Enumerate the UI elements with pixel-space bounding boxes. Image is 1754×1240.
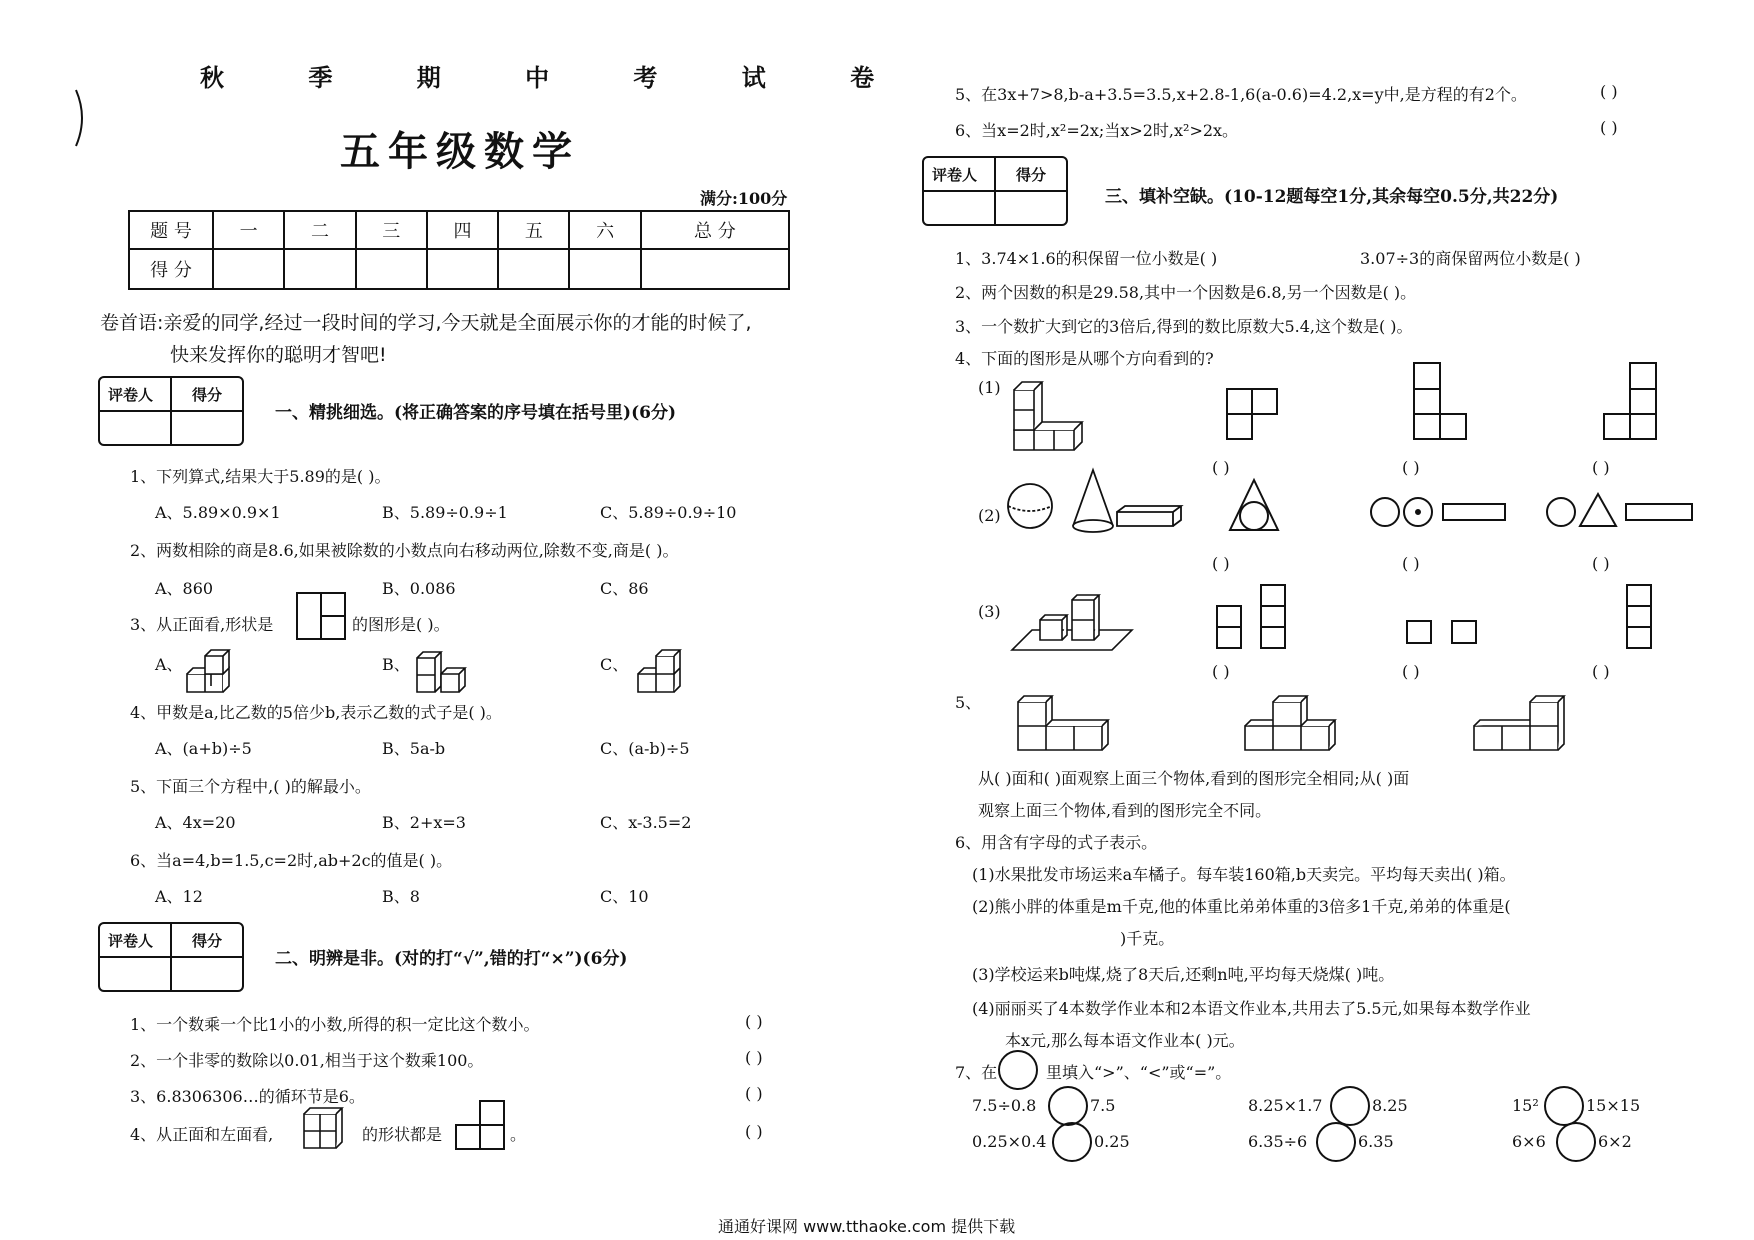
score-row-label: 得 分 <box>129 249 213 289</box>
s1-q4-stem: 4、甲数是a,比乙数的5倍少b,表示乙数的式子是( )。 <box>130 703 502 722</box>
s1-q2-stem: 2、两数相除的商是8.6,如果被除数的小数点向右移动两位,除数不变,商是( )。 <box>130 541 679 560</box>
cube-stack-c-icon <box>634 632 694 696</box>
cubes-on-base-icon <box>1010 580 1134 652</box>
s1-q4-c: C、(a-b)÷5 <box>600 739 690 758</box>
s1-q6-a: A、12 <box>155 887 203 906</box>
intro-line-2: 快来发挥你的聪明才智吧! <box>170 344 387 366</box>
grader-reviewer-label: 评卷人 <box>108 386 154 404</box>
s3-q4-2c-answer[interactable]: ( ) <box>1592 554 1610 573</box>
s1-q5-stem: 5、下面三个方程中,( )的解最小。 <box>130 777 371 796</box>
s3-q3: 3、一个数扩大到它的3倍后,得到的数比原数大5.4,这个数是( )。 <box>955 317 1413 336</box>
score-cell[interactable] <box>356 249 427 289</box>
s3-q7-a: 7、在 <box>955 1063 998 1082</box>
s1-q3-stem-b: 的图形是( )。 <box>352 615 450 634</box>
s1-q4-b: B、5a-b <box>382 739 446 758</box>
s3-q4-2b-answer[interactable]: ( ) <box>1402 554 1420 573</box>
view-3b-icon <box>1406 620 1478 646</box>
compare-right: 8.25 <box>1372 1096 1408 1115</box>
s3-q2: 2、两个因数的积是29.58,其中一个因数是6.8,另一个因数是( )。 <box>955 283 1417 302</box>
compare-right: 15×15 <box>1586 1096 1641 1115</box>
s3-q4-label-1: (1) <box>978 378 1001 397</box>
subject-title: 五年级数学 <box>340 128 580 175</box>
s3-q6-2b: )千克。 <box>1120 929 1175 948</box>
s3-q5-label: 5、 <box>955 693 982 712</box>
grader-reviewer-label: 评卷人 <box>932 166 978 184</box>
s1-q5-b: B、2+x=3 <box>382 813 466 832</box>
s3-q4-3c-answer[interactable]: ( ) <box>1592 662 1610 681</box>
sphere-cone-cuboid-icon <box>1005 466 1185 534</box>
s1-q2-a: A、860 <box>155 579 214 598</box>
s3-q1-a: 1、3.74×1.6的积保留一位小数是( ) <box>955 249 1218 268</box>
s1-q3-b: B、 <box>382 655 410 674</box>
score-header-cell: 总 分 <box>641 211 789 249</box>
s2-q2: 2、一个非零的数除以0.01,相当于这个数乘100。 <box>130 1051 484 1070</box>
s2-q3-answer[interactable]: ( ) <box>745 1084 763 1103</box>
grader-score-label: 得分 <box>192 386 223 404</box>
s3-q7-b: 里填入“>”、“<”或“=”。 <box>1046 1063 1232 1082</box>
view-3c-icon <box>1626 584 1652 650</box>
s1-q6-b: B、8 <box>382 887 420 906</box>
view-2a-icon <box>1226 476 1282 532</box>
s2-q1: 1、一个数乘一个比1小的小数,所得的积一定比这个数小。 <box>130 1015 540 1034</box>
score-header-cell: 一 <box>213 211 284 249</box>
compare-left: 6×6 <box>1512 1132 1546 1151</box>
compare-left: 7.5÷0.8 <box>972 1096 1037 1115</box>
score-cell[interactable] <box>213 249 284 289</box>
score-cell[interactable] <box>284 249 355 289</box>
compare-left: 0.25×0.4 <box>972 1132 1047 1151</box>
s1-q1-c: C、5.89÷0.9÷10 <box>600 503 737 522</box>
cube-stack-a-icon <box>183 638 243 696</box>
cube-solid-1-icon <box>1010 368 1090 452</box>
compare-left: 6.35÷6 <box>1248 1132 1308 1151</box>
compare-answer-circle[interactable] <box>1544 1086 1584 1126</box>
score-cell[interactable] <box>498 249 569 289</box>
object-1-icon <box>1016 690 1116 752</box>
object-3-icon <box>1472 690 1572 752</box>
s1-q3-a: A、 <box>155 655 183 674</box>
s1-q2-c: C、86 <box>600 579 649 598</box>
score-header-cell: 二 <box>284 211 355 249</box>
s3-q4-3b-answer[interactable]: ( ) <box>1402 662 1420 681</box>
s3-q6-1: (1)水果批发市场运来a车橘子。每车装160箱,b天卖完。平均每天卖出( )箱。 <box>972 865 1516 884</box>
s2-q6-answer[interactable]: ( ) <box>1600 118 1618 137</box>
exam-series-title: 秋 季 期 中 考 试 卷 <box>200 63 913 92</box>
s3-q6-4a: (4)丽丽买了4本数学作业本和2本语文作业本,共用去了5.5元,如果每本数学作业 <box>972 999 1531 1018</box>
compare-answer-circle[interactable] <box>1556 1122 1596 1162</box>
s3-q5-line-2: 观察上面三个物体,看到的图形完全不同。 <box>978 801 1272 820</box>
s1-q4-a: A、(a+b)÷5 <box>155 739 252 758</box>
s1-q6-c: C、10 <box>600 887 649 906</box>
s1-q3-stem-a: 3、从正面看,形状是 <box>130 615 274 634</box>
s1-q1-stem: 1、下列算式,结果大于5.89的是( )。 <box>130 467 391 486</box>
s3-q6: 6、用含有字母的式子表示。 <box>955 833 1158 852</box>
s2-q6: 6、当x=2时,x²=2x;当x>2时,x²>2x。 <box>955 121 1239 140</box>
object-2-icon <box>1243 690 1343 752</box>
score-header-cell: 三 <box>356 211 427 249</box>
view-2c-icon <box>1546 490 1696 530</box>
compare-left: 8.25×1.7 <box>1248 1096 1323 1115</box>
compare-right: 7.5 <box>1090 1096 1116 1115</box>
compare-answer-circle[interactable] <box>1048 1086 1088 1126</box>
view-2b-icon <box>1370 494 1512 530</box>
grader-score-label: 得分 <box>192 932 223 950</box>
s1-q2-b: B、0.086 <box>382 579 456 598</box>
s3-q4-1c-answer[interactable]: ( ) <box>1592 458 1610 477</box>
s2-q5: 5、在3x+7>8,b-a+3.5=3.5,x+2.8-1,6(a-0.6)=4.2,x=y中,是方程的有2个。 <box>955 85 1527 104</box>
view-1b-icon <box>1413 362 1467 440</box>
s2-q4-answer[interactable]: ( ) <box>745 1122 763 1141</box>
binding-mark <box>70 88 90 148</box>
s3-q4-2a-answer[interactable]: ( ) <box>1212 554 1230 573</box>
s2-q5-answer[interactable]: ( ) <box>1600 82 1618 101</box>
score-cell[interactable] <box>427 249 498 289</box>
s3-q6-3: (3)学校运来b吨煤,烧了8天后,还剩n吨,平均每天烧煤( )吨。 <box>972 965 1395 984</box>
intro-line-1: 卷首语:亲爱的同学,经过一段时间的学习,今天就是全面展示你的才能的时候了, <box>100 312 752 334</box>
score-cell[interactable] <box>569 249 640 289</box>
score-header-cell: 六 <box>569 211 640 249</box>
s2-q3: 3、6.8306306…的循环节是6。 <box>130 1087 365 1106</box>
s2-q4-c: 。 <box>510 1125 527 1144</box>
s1-q3-c: C、 <box>600 655 629 674</box>
s2-q4-a: 4、从正面和左面看, <box>130 1125 274 1144</box>
s3-q4-label-2: (2) <box>978 506 1001 525</box>
footer-credit: 通通好课网 www.tthaoke.com 提供下载 <box>718 1217 1016 1236</box>
score-table <box>128 210 790 290</box>
s1-q1-b: B、5.89÷0.9÷1 <box>382 503 508 522</box>
view-1c-icon <box>1603 362 1657 440</box>
view-shape-icon <box>455 1100 505 1150</box>
s1-q5-c: C、x-3.5=2 <box>600 813 692 832</box>
s2-q1-answer[interactable]: ( ) <box>745 1012 763 1031</box>
s1-q6-stem: 6、当a=4,b=1.5,c=2时,ab+2c的值是( )。 <box>130 851 453 870</box>
compare-right: 0.25 <box>1094 1132 1130 1151</box>
s3-q6-4b: 本x元,那么每本语文作业本( )元。 <box>1005 1031 1245 1050</box>
view-1a-icon <box>1226 388 1278 440</box>
grader-box-3 <box>922 156 1068 226</box>
s3-q4-1b-answer[interactable]: ( ) <box>1402 458 1420 477</box>
s3-q4: 4、下面的图形是从哪个方向看到的? <box>955 349 1214 368</box>
compare-right: 6.35 <box>1358 1132 1394 1151</box>
compare-answer-circle[interactable] <box>1052 1122 1092 1162</box>
s1-q5-a: A、4x=20 <box>155 813 236 832</box>
s3-q4-3a-answer[interactable]: ( ) <box>1212 662 1230 681</box>
grader-box-1 <box>98 376 244 446</box>
s1-q1-a: A、5.89×0.9×1 <box>155 503 281 522</box>
s3-q1-b: 3.07÷3的商保留两位小数是( ) <box>1360 249 1581 268</box>
section-3-title: 三、填补空缺。(10-12题每空1分,其余每空0.5分,共22分) <box>1105 187 1559 207</box>
view-3a-icon <box>1216 584 1286 650</box>
full-score: 满分:100分 <box>700 189 788 208</box>
s3-q4-label-3: (3) <box>978 602 1001 621</box>
grader-reviewer-label: 评卷人 <box>108 932 154 950</box>
cube-pair-icon <box>300 1100 346 1152</box>
s3-q6-2a: (2)熊小胖的体重是m千克,他的体重比弟弟体重的3倍多1千克,弟弟的体重是( <box>972 897 1511 916</box>
score-header-cell: 五 <box>498 211 569 249</box>
s2-q2-answer[interactable]: ( ) <box>745 1048 763 1067</box>
compare-left: 15² <box>1512 1096 1539 1115</box>
score-cell[interactable] <box>641 249 789 289</box>
section-1-title: 一、精挑细选。(将正确答案的序号填在括号里)(6分) <box>275 403 677 423</box>
compare-circle-icon <box>998 1050 1038 1090</box>
s3-q5-line-1: 从( )面和( )面观察上面三个物体,看到的图形完全相同;从( )面 <box>978 769 1410 788</box>
s3-q4-1a-answer[interactable]: ( ) <box>1212 458 1230 477</box>
grader-box-2 <box>98 922 244 992</box>
score-header-cell: 题 号 <box>129 211 213 249</box>
score-header-cell: 四 <box>427 211 498 249</box>
s2-q4-b: 的形状都是 <box>362 1125 443 1144</box>
grader-score-label: 得分 <box>1016 166 1047 184</box>
compare-answer-circle[interactable] <box>1316 1122 1356 1162</box>
front-view-shape-icon <box>296 592 346 640</box>
compare-right: 6×2 <box>1598 1132 1632 1151</box>
section-2-title: 二、明辨是非。(对的打“√”,错的打“×”)(6分) <box>275 949 628 969</box>
compare-answer-circle[interactable] <box>1330 1086 1370 1126</box>
cube-stack-b-icon <box>413 638 473 696</box>
